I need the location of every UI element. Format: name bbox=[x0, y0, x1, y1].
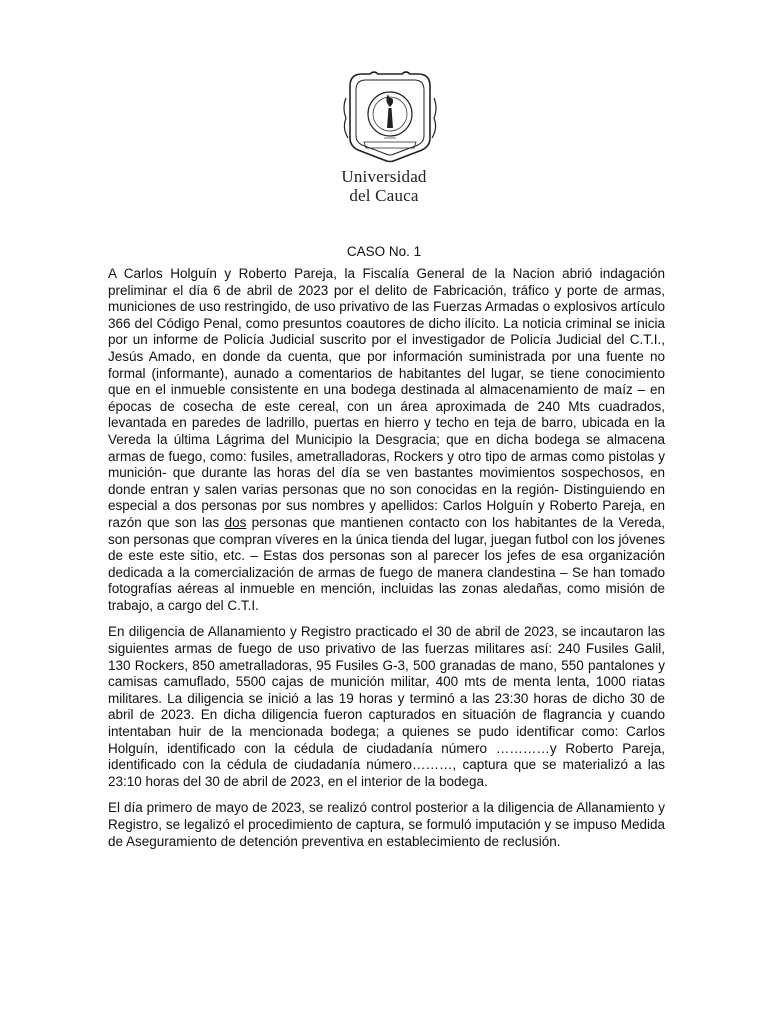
paragraph-1-part-a: A Carlos Holguín y Roberto Pareja, la Fiscalía General de la Nacion abrió indagación preliminar el día 6 de abril de 2023 por el delito de Fabricación, tráfico y porte de armas, municiones de uso restringido, de uso privativo de las Fuerzas Armadas o explosivos artículo 366 del Código Penal, como presuntos coautores de dicho ilícito. La noticia criminal se inicia por un informe de Policía Judicial suscrito por el investigador de Policía Judicial del C.T.I., Jesús Amado, en donde da cuenta, que por información suministrada por una fuente no formal (informante), aunado a comentarios de habitantes del lugar, se tiene conocimiento que en el inmueble consistente en una bodega destinada al almacenamiento de maíz – en épocas de cosecha de este cereal, con un área aproximada de 240 Mts cuadrados, levantada en paredes de ladrillo, puertas en hierro y techo en teja de barro, ubicada en la Vereda la última Lágrima del Municipio la Desgracia; que en dicha bodega se almacena armas de fuego, como: fusiles, ametralladoras, Rockers y otro tipo de armas como pistolas y munición- que durante las horas del día se ven bastantes movimientos sospechosos, en donde entran y salen varias personas que no son conocidas en la región- Distinguiendo en especial a dos personas por sus nombres y apellidos: Carlos Holguín y Roberto Pareja, en razón que son las bbox=[108, 266, 665, 530]
paragraph-2: En diligencia de Allanamiento y Registro practicado el 30 de abril de 2023, se incautaron las siguientes armas de fuego de uso privativo de las fuerzas militares así: 240 Fusiles Galil, 130 Rockers, 850 ametralladoras, 95 Fusiles G-3, 500 granadas de mano, 550 pantalones y camisas camuflado, 5500 cajas de munición militar, 400 mts de menta lenta, 1000 riatas militares. La diligencia se inició a las 19 horas y terminó a las 23:30 horas de dicho 30 de abril de 2023. En dicha diligencia fueron capturados en situación de flagrancia y cuando intentaban huir de la mencionada bodega; a quienes se pudo identificar como: Carlos Holguín, identificado con la cédula de ciudadanía número …………y Roberto Pareja, identificado con la cédula de ciudadanía número………, captura que se materializó a las 23:10 horas del 30 de abril de 2023, en el interior de la bodega. bbox=[108, 624, 665, 789]
paragraph-1 bbox=[108, 266, 665, 614]
university-seal-logo bbox=[340, 68, 440, 164]
case-body bbox=[108, 266, 665, 860]
paragraph-3: El día primero de mayo de 2023, se realizó control posterior a la diligencia de Allanamiento y Registro, se legalizó el procedimiento de captura, se formuló imputación y se impuso Medida de Aseguramiento de detención preventiva en establecimiento de reclusión. bbox=[108, 800, 665, 849]
university-name-line1: Universidad bbox=[341, 167, 427, 186]
case-title: CASO No. 1 bbox=[346, 244, 422, 259]
university-name-line2: del Cauca bbox=[349, 186, 419, 205]
underlined-word: dos bbox=[224, 514, 247, 530]
paragraph-1-part-b: personas que mantienen contacto con los habitantes de la Vereda, son personas que compran víveres en la única tienda del lugar, juegan futbol con los jóvenes de este este sitio, etc. – Estas dos personas son al parecer los jefes de esa organización dedicada a la comercialización de armas de fuego de manera clandestina – Se han tomado fotografías aéreas al inmueble en mención, incluidas las zonas aledañas, como misión de trabajo, a cargo del C.T.I. bbox=[108, 514, 666, 613]
